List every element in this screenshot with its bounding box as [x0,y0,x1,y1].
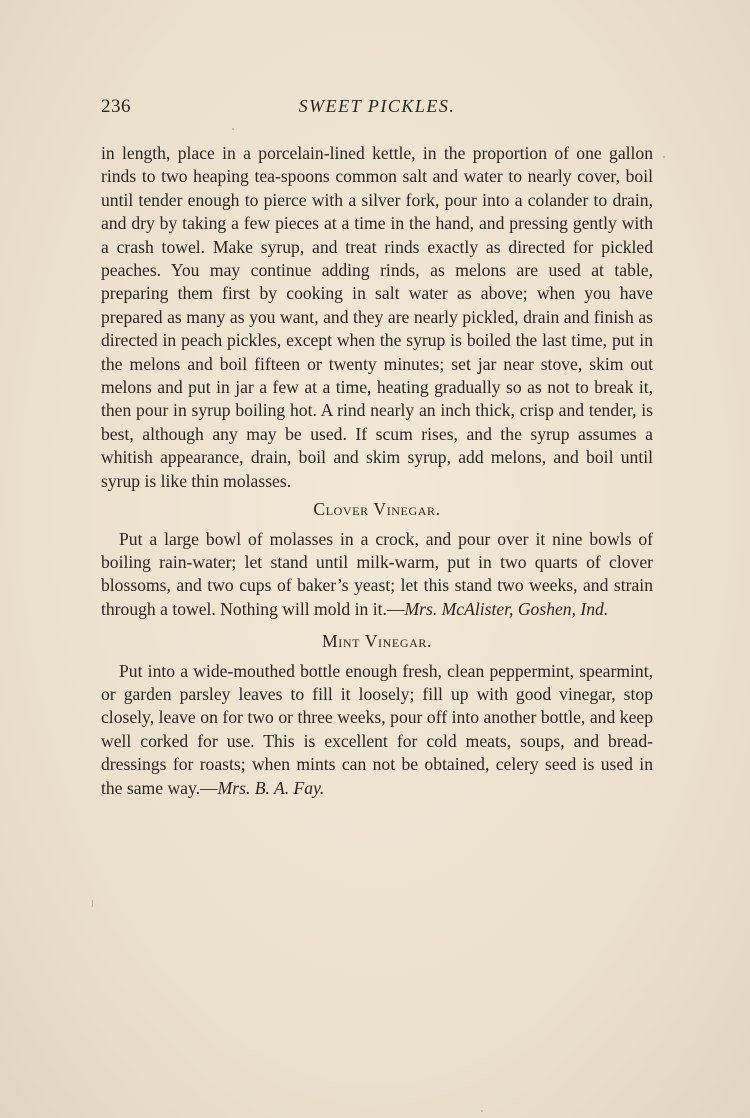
paper-speck [663,156,665,158]
paragraph-clover-vinegar [101,528,653,622]
paper-speck [92,900,93,907]
mint-vinegar-text: Put into a wide-mouthed bottle enough fresh, clean peppermint, spearmint, or garden parsley leaves to fill it loosely; fill up with good vinegar, stop closely, leave on for two or three weeks, pour off into another bottle, and keep well corked for use. This is excellent for cold meats, soups, and bread-dressings for roasts; when mints can not be obtained, celery seed is used in the same way.— [101,660,653,798]
mint-vinegar-attribution: Mrs. B. A. Fay. [217,777,325,798]
clover-vinegar-attribution: Mrs. McAlister, Goshen, Ind. [404,598,609,619]
running-title: SWEET PICKLES. [298,96,456,116]
heading-clover-vinegar: Clover Vinegar. [313,499,441,520]
paragraph-mint-vinegar [101,660,653,800]
paper-speck [232,128,234,130]
page-number: 236 [101,96,131,117]
paragraph-melon-rind-pickles: in length, place in a porcelain-lined kettle, in the proportion of one gallon rinds to two heaping tea-spoons common salt and water to nearly cover, boil until tender enough to pierce with a silver fork, pour into a colander to drain, and dry by taking a few pieces at a time in the hand, and pressing gently with a crash towel. Make syrup, and treat rinds exactly as directed for pickled peaches. You may continue adding rinds, as melons are used at table, preparing them first by cooking in salt water as above; when you have prepared as many as you want, and they are nearly pickled, drain and finish as directed in peach pickles, except when the syrup is boiled the last time, put in the melons and boil fifteen or twenty minutes; set jar near stove, skim out melons and put in jar a few at a time, heating gradually so as not to break it, then pour in syrup boiling hot. A rind nearly an inch thick, crisp and tender, is best, although any may be used. If scum rises, and the syrup assumes a whitish appearance, drain, boil and skim syrup, add melons, and boil until syrup is like thin molasses. [101,143,653,491]
paper-speck [481,1110,483,1112]
clover-vinegar-text: Put a large bowl of molasses in a crock, and pour over it nine bowls of boiling rain-water; let stand until milk-warm, put in two quarts of clover blossoms, and two cups of baker’s yeast; let this stand two weeks, and strain through a towel. Nothing will mold in it.— [101,528,653,619]
page-body [101,142,653,800]
heading-mint-vinegar: Mint Vinegar. [322,631,432,652]
running-header [101,96,653,120]
